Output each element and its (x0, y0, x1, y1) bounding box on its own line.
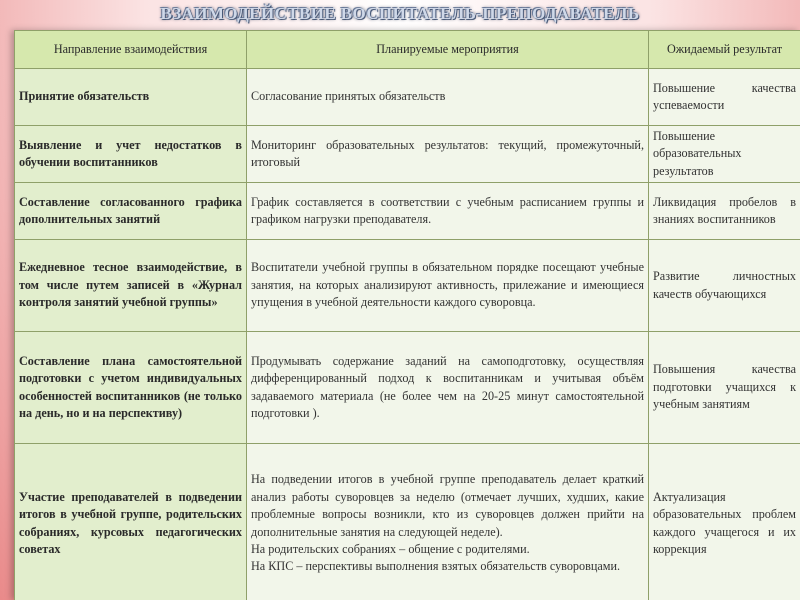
row-1-result: Повышение качества успеваемости (649, 69, 800, 126)
row-6-activities-parents: На родительских собраниях – общение с родителями. (251, 541, 530, 556)
table-frame (14, 30, 800, 600)
row-3-direction: Составление согласованного графика дополнительных занятий (15, 183, 247, 240)
row-6-activities-kps: На КПС – перспективы выполнения взятых обязательств суворовцами. (251, 559, 621, 574)
row-1-direction: Принятие обязательств (15, 69, 247, 126)
row-3-activities: График составляется в соответствии с учебным расписанием группы и графиком нагрузки преподавателя. (247, 183, 649, 240)
row-6-result: Актуализация образовательных проблем каждого учащегося и их коррекция (649, 444, 800, 600)
table-row (15, 240, 800, 332)
row-2-result: Повышение образовательных результатов (649, 126, 800, 183)
table-header-row (15, 31, 800, 69)
table-row (15, 183, 800, 240)
row-5-direction: Составление плана самостоятельной подготовки с учетом индивидуальных особенностей воспитанников (не только на день, но и на перспективу) (15, 332, 247, 444)
table-row (15, 69, 800, 126)
header-activities: Планируемые мероприятия (247, 31, 649, 69)
row-3-result: Ликвидация пробелов в знаниях воспитанников (649, 183, 800, 240)
header-direction: Направление взаимодействия (15, 31, 247, 69)
table-row (15, 444, 800, 600)
row-5-result: Повышения качества подготовки учащихся к учебным занятиям (649, 332, 800, 444)
header-result: Ожидаемый результат (649, 31, 800, 69)
row-4-activities: Воспитатели учебной группы в обязательном порядке посещают учебные занятия, на которых анализируют активность, прилежание и имеющиеся упущения в учебной деятельности каждого суворовца. (247, 240, 649, 332)
row-2-direction: Выявление и учет недостатков в обучении воспитанников (15, 126, 247, 183)
interaction-table (14, 30, 800, 600)
table-row (15, 332, 800, 444)
row-1-activities: Согласование принятых обязательств (247, 69, 649, 126)
row-6-activities: На подведении итогов в учебной группе преподаватель делает краткий анализ работы суворовцев за неделю (отмечает лучших, худших, какие проблемные вопросы возникли, кто из суворовцев должен прийти на дополнительные занятия на следующей неделе). (251, 472, 644, 539)
row-6-direction: Участие преподавателей в подведении итогов в учебной группе, родительских собраниях, курсовых педагогических советах (15, 444, 247, 600)
row-6-activities-cell (247, 444, 649, 600)
row-4-direction: Ежедневное тесное взаимодействие, в том числе путем записей в «Журнал контроля занятий учебной группы» (15, 240, 247, 332)
row-5-activities: Продумывать содержание заданий на самоподготовку, осуществляя дифференцированный подход к воспитанникам и учитывая объём задаваемого материала (не более чем на 20-25 минут самостоятельной подготовки ). (247, 332, 649, 444)
row-4-result: Развитие личностных качеств обучающихся (649, 240, 800, 332)
table-row (15, 126, 800, 183)
slide-title: ВЗАИМОДЕЙСТВИЕ ВОСПИТАТЕЛЬ-ПРЕПОДАВАТЕЛЬ (160, 4, 640, 23)
row-2-activities: Мониторинг образовательных результатов: текущий, промежуточный, итоговый (247, 126, 649, 183)
